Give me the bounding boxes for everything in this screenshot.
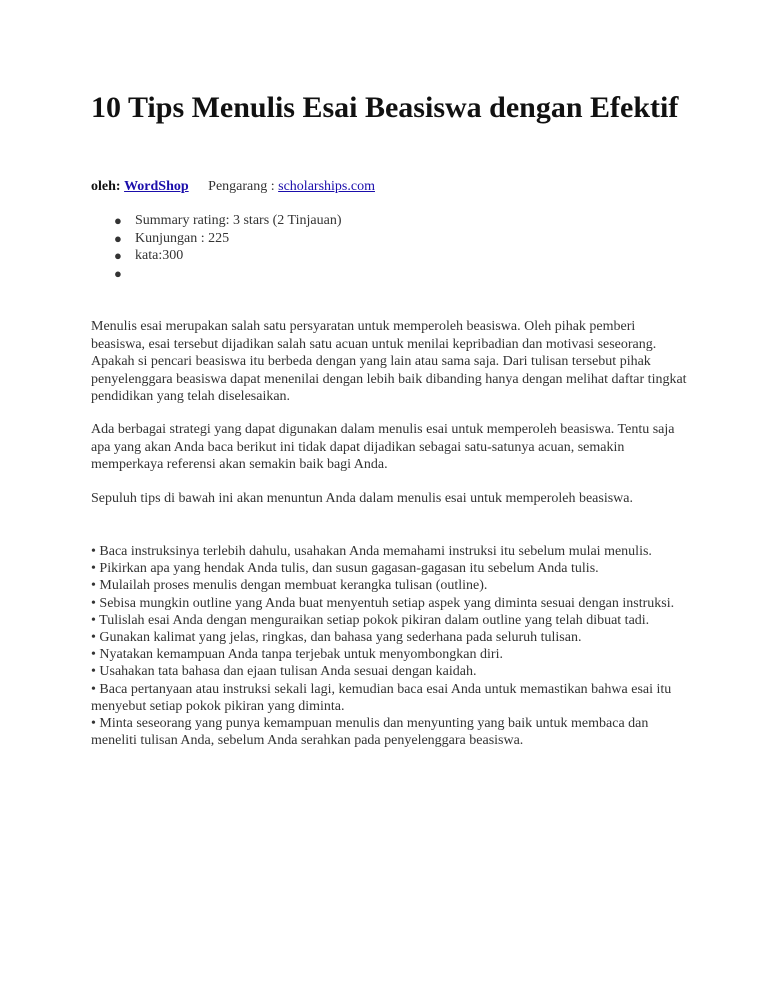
meta-list: [91, 212, 342, 282]
byline: [91, 178, 375, 196]
tip-item: • Baca pertanyaan atau instruksi sekali lagi, kemudian baca esai Anda untuk memastikan bahwa esai itu menyebut setiap pokok pikiran yang diminta.: [91, 681, 672, 714]
meta-item-rating: [91, 212, 342, 230]
tip-item: • Mulailah proses menulis dengan membuat kerangka tulisan (outline).: [91, 578, 488, 594]
meta-text: kata:300: [135, 248, 184, 263]
meta-item-visits: [91, 230, 342, 248]
bullet-icon: ●: [114, 213, 122, 228]
tip-item: • Usahakan tata bahasa dan ejaan tulisan Anda sesuai dengan kaidah.: [91, 664, 477, 680]
page-title: 10 Tips Menulis Esai Beasiswa dengan Efektif: [91, 91, 679, 124]
tip-item: • Gunakan kalimat yang jelas, ringkas, dan bahasa yang sederhana pada seluruh tulisan.: [91, 630, 582, 646]
paragraph-strategy: Ada berbagai strategi yang dapat digunakan dalam menulis esai untuk memperoleh beasiswa. Tentu saja apa yang akan Anda baca berikut ini tidak dapat dijadikan sebagai satu-satunya acuan, semakin memperkaya referensi akan semakin baik bagi Anda.: [91, 422, 675, 472]
tip-item: • Minta seseorang yang punya kemampuan menulis dan menyunting yang baik untuk membaca dan meneliti tulisan Anda, sebelum Anda serahkan pada penyelenggara beasiswa.: [91, 716, 649, 749]
tip-item: • Sebisa mungkin outline yang Anda buat menyentuh setiap aspek yang diminta sesuai dengan instruksi.: [91, 595, 675, 611]
tip-item: • Tulislah esai Anda dengan menguraikan setiap pokok pikiran dalam outline yang telah dibuat tadi.: [91, 612, 650, 628]
paragraph-intro: Menulis esai merupakan salah satu persyaratan untuk memperoleh beasiswa. Oleh pihak pemberi beasiswa, esai tersebut dijadikan salah satu acuan untuk menilai kepribadian dan motivasi seseorang. Apakah si pencari beasiswa itu berbeda dengan yang lain atau sama saja. Dari tulisan tersebut pihak penyelenggara beasiswa dapat menenilai dengan lebih baik dibanding hanya dengan melihat daftar tingkat pendidikan yang telah diselesaikan.: [91, 319, 687, 404]
paragraph-tips-intro: Sepuluh tips di bawah ini akan menuntun Anda dalam menulis esai untuk memperoleh beasiswa.: [91, 491, 634, 506]
pengarang-label: Pengarang :: [208, 179, 275, 194]
author-link[interactable]: WordShop: [124, 179, 189, 194]
bullet-icon: ●: [114, 248, 122, 263]
bullet-icon: ●: [114, 265, 122, 281]
tip-item: • Baca instruksinya terlebih dahulu, usahakan Anda memahami instruksi itu sebelum mulai menulis.: [91, 544, 652, 559]
tips-list: [91, 543, 691, 749]
meta-text: Summary rating: 3 stars (2 Tinjauan): [135, 213, 342, 228]
source-link[interactable]: scholarships.com: [278, 179, 375, 194]
meta-text: Kunjungan : 225: [135, 230, 230, 246]
byline-label: oleh:: [91, 179, 121, 194]
tip-item: • Pikirkan apa yang hendak Anda tulis, dan susun gagasan-gagasan itu sebelum Anda tulis.: [91, 561, 599, 577]
bullet-icon: ●: [114, 230, 122, 246]
tip-item: • Nyatakan kemampuan Anda tanpa terjebak untuk menyombongkan diri.: [91, 647, 503, 663]
meta-item-words: [91, 247, 342, 265]
meta-item-empty: [91, 265, 342, 283]
